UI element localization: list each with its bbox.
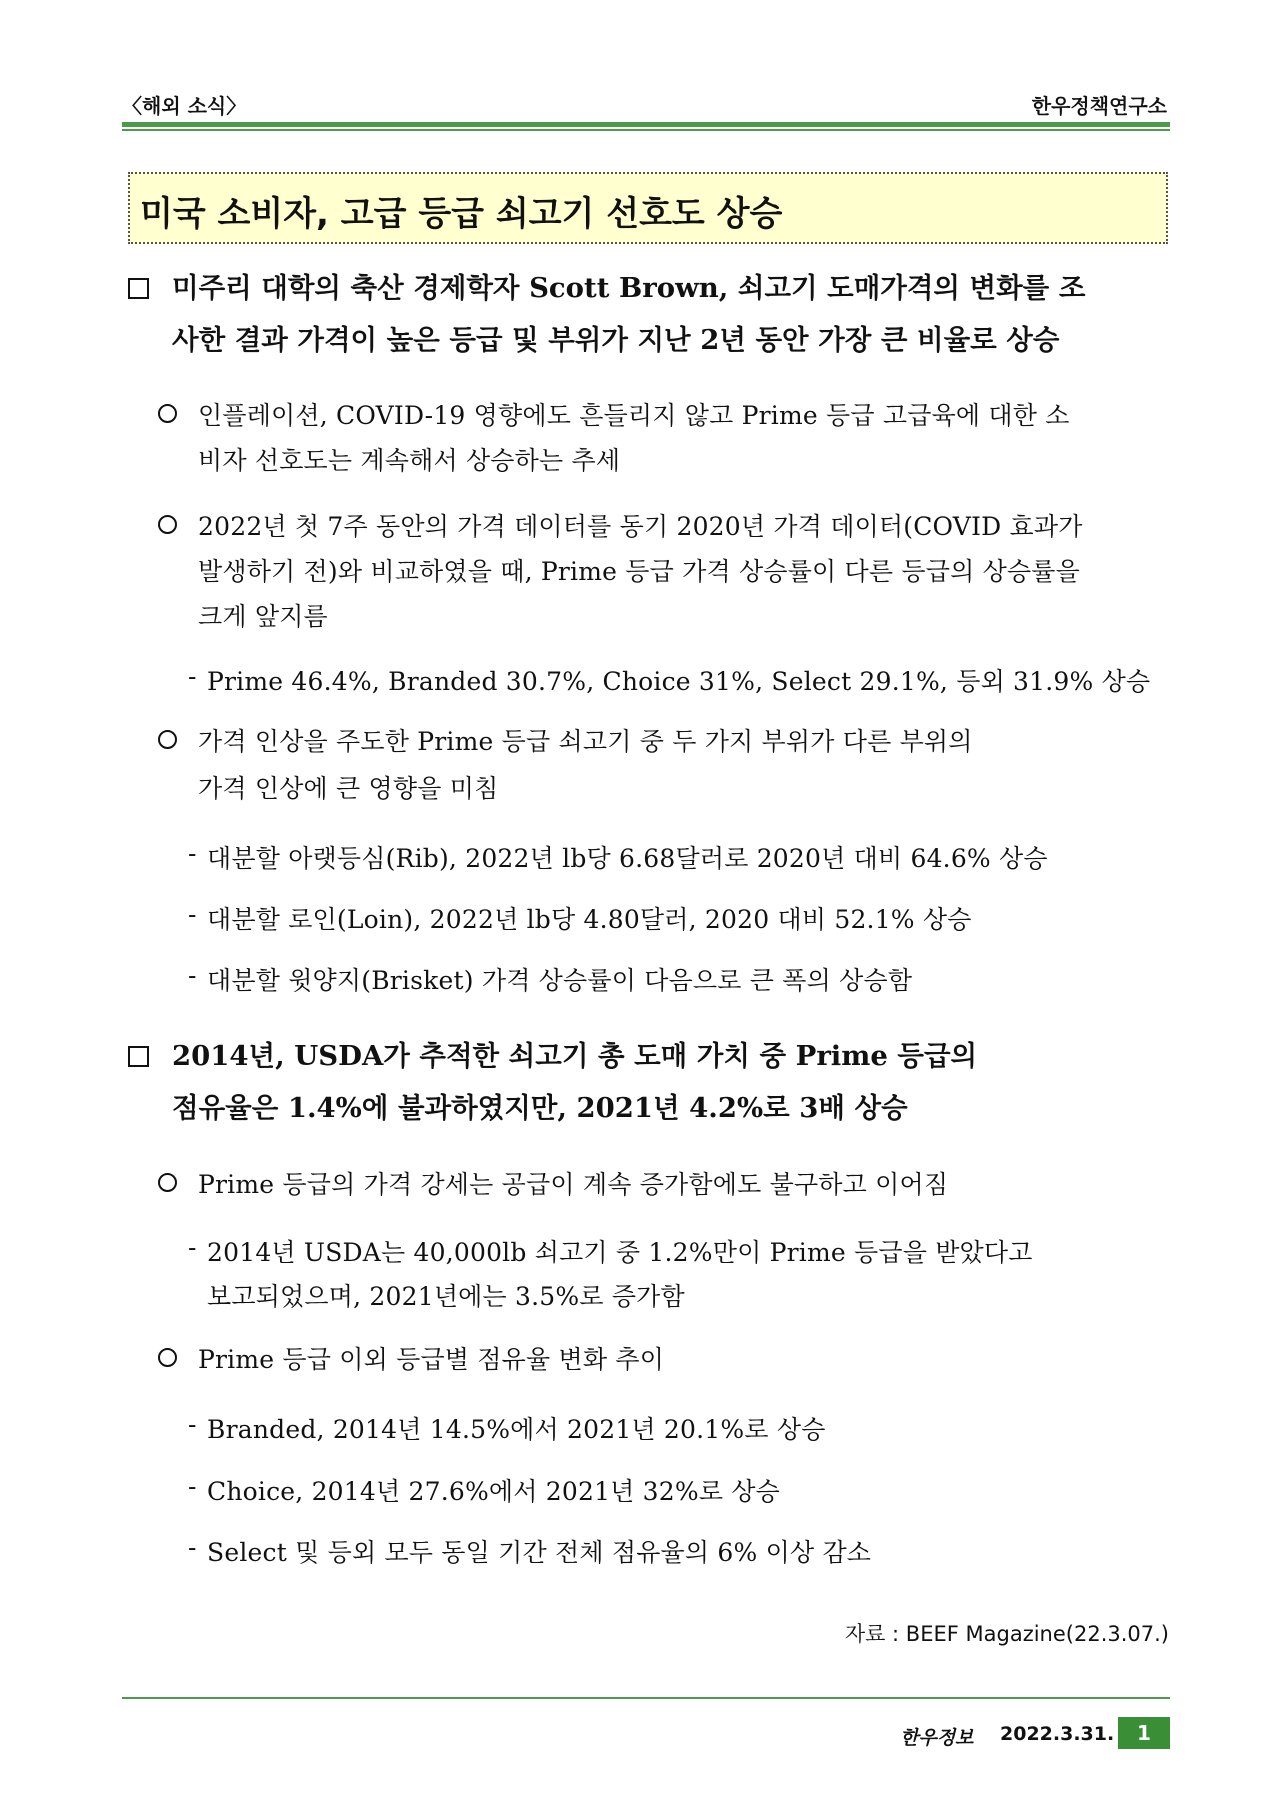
s2-bullet1-detail1-line2: 보고되었으며, 2021년에는 3.5%로 증가함 <box>207 1282 685 1311</box>
header-organization: 한우정책연구소 <box>1031 94 1167 118</box>
s2-bullet1-detail1-line1: 2014년 USDA는 40,000lb 쇠고기 중 1.2%만이 Prime 등급을 받았다고 <box>207 1238 1033 1267</box>
circle-bullet-icon <box>158 730 177 749</box>
dash-bullet-icon: - <box>188 961 197 990</box>
section1-heading-line2: 사한 결과 가격이 높은 등급 및 부위가 지난 2년 동안 가장 큰 비율로 상승 <box>172 324 1060 356</box>
footer-publication: 한우정보 <box>900 1727 974 1749</box>
s2-bullet2-line1: Prime 등급 이외 등급별 점유율 변화 추이 <box>198 1345 665 1374</box>
s2-bullet2-detail2: Choice, 2014년 27.6%에서 2021년 32%로 상승 <box>207 1477 781 1506</box>
square-bullet-icon <box>128 1046 149 1067</box>
dash-bullet-icon: - <box>188 839 197 868</box>
square-bullet-icon <box>128 278 149 299</box>
circle-bullet-icon <box>158 515 177 534</box>
dash-bullet-icon: - <box>188 1472 197 1501</box>
s1-bullet2-line2: 발생하기 전)와 비교하였을 때, Prime 등급 가격 상승률이 다른 등급의 상승률을 <box>198 557 1080 586</box>
section1-heading-line1: 미주리 대학의 축산 경제학자 Scott Brown, 쇠고기 도매가격의 변화를 조 <box>172 272 1086 304</box>
section2-heading-line2: 점유율은 1.4%에 불과하였지만, 2021년 4.2%로 3배 상승 <box>172 1092 908 1124</box>
footer-date: 2022.3.31. <box>1000 1723 1115 1745</box>
s1-bullet2-detail1: Prime 46.4%, Branded 30.7%, Choice 31%, Select 29.1%, 등외 31.9% 상승 <box>207 667 1151 696</box>
s1-bullet2-line3: 크게 앞지름 <box>198 602 328 631</box>
s1-bullet3-detail2: 대분할 로인(Loin), 2022년 lb당 4.80달러, 2020 대비 52.1% 상승 <box>207 905 972 934</box>
dash-bullet-icon: - <box>188 1233 197 1262</box>
s2-bullet2-detail1: Branded, 2014년 14.5%에서 2021년 20.1%로 상승 <box>207 1415 826 1444</box>
dash-bullet-icon: - <box>188 1410 197 1439</box>
header-rule-thin <box>122 129 1170 131</box>
header-rule-thick <box>122 122 1170 127</box>
s1-bullet3-detail3: 대분할 윗양지(Brisket) 가격 상승률이 다음으로 큰 폭의 상승함 <box>207 966 913 995</box>
circle-bullet-icon <box>158 1173 177 1192</box>
footer-rule <box>122 1697 1170 1699</box>
page-title: 미국 소비자, 고급 등급 쇠고기 선호도 상승 <box>140 194 783 234</box>
s1-bullet1-line1: 인플레이션, COVID-19 영향에도 흔들리지 않고 Prime 등급 고급육에 대한 소 <box>198 401 1070 430</box>
dash-bullet-icon: - <box>188 1533 197 1562</box>
s1-bullet3-line2: 가격 인상에 큰 영향을 미침 <box>198 774 499 803</box>
circle-bullet-icon <box>158 404 177 423</box>
s1-bullet2-line1: 2022년 첫 7주 동안의 가격 데이터를 동기 2020년 가격 데이터(COVID 효과가 <box>198 512 1083 541</box>
circle-bullet-icon <box>158 1348 177 1367</box>
s2-bullet2-detail3: Select 및 등외 모두 동일 기간 전체 점유율의 6% 이상 감소 <box>207 1538 872 1567</box>
s1-bullet3-detail1: 대분할 아랫등심(Rib), 2022년 lb당 6.68달러로 2020년 대비 64.6% 상승 <box>207 844 1048 873</box>
page-number: 1 <box>1118 1717 1170 1749</box>
s1-bullet1-line2: 비자 선호도는 계속해서 상승하는 추세 <box>198 446 621 475</box>
section2-heading-line1: 2014년, USDA가 추적한 쇠고기 총 도매 가치 중 Prime 등급의 <box>172 1040 978 1072</box>
s1-bullet3-line1: 가격 인상을 주도한 Prime 등급 쇠고기 중 두 가지 부위가 다른 부위의 <box>198 727 973 756</box>
header-category: 〈해외 소식〉 <box>122 94 247 118</box>
dash-bullet-icon: - <box>188 900 197 929</box>
dash-bullet-icon: - <box>188 662 197 691</box>
source-citation: 자료 : BEEF Magazine(22.3.07.) <box>844 1622 1169 1646</box>
s2-bullet1-line1: Prime 등급의 가격 강세는 공급이 계속 증가함에도 불구하고 이어짐 <box>198 1170 949 1199</box>
